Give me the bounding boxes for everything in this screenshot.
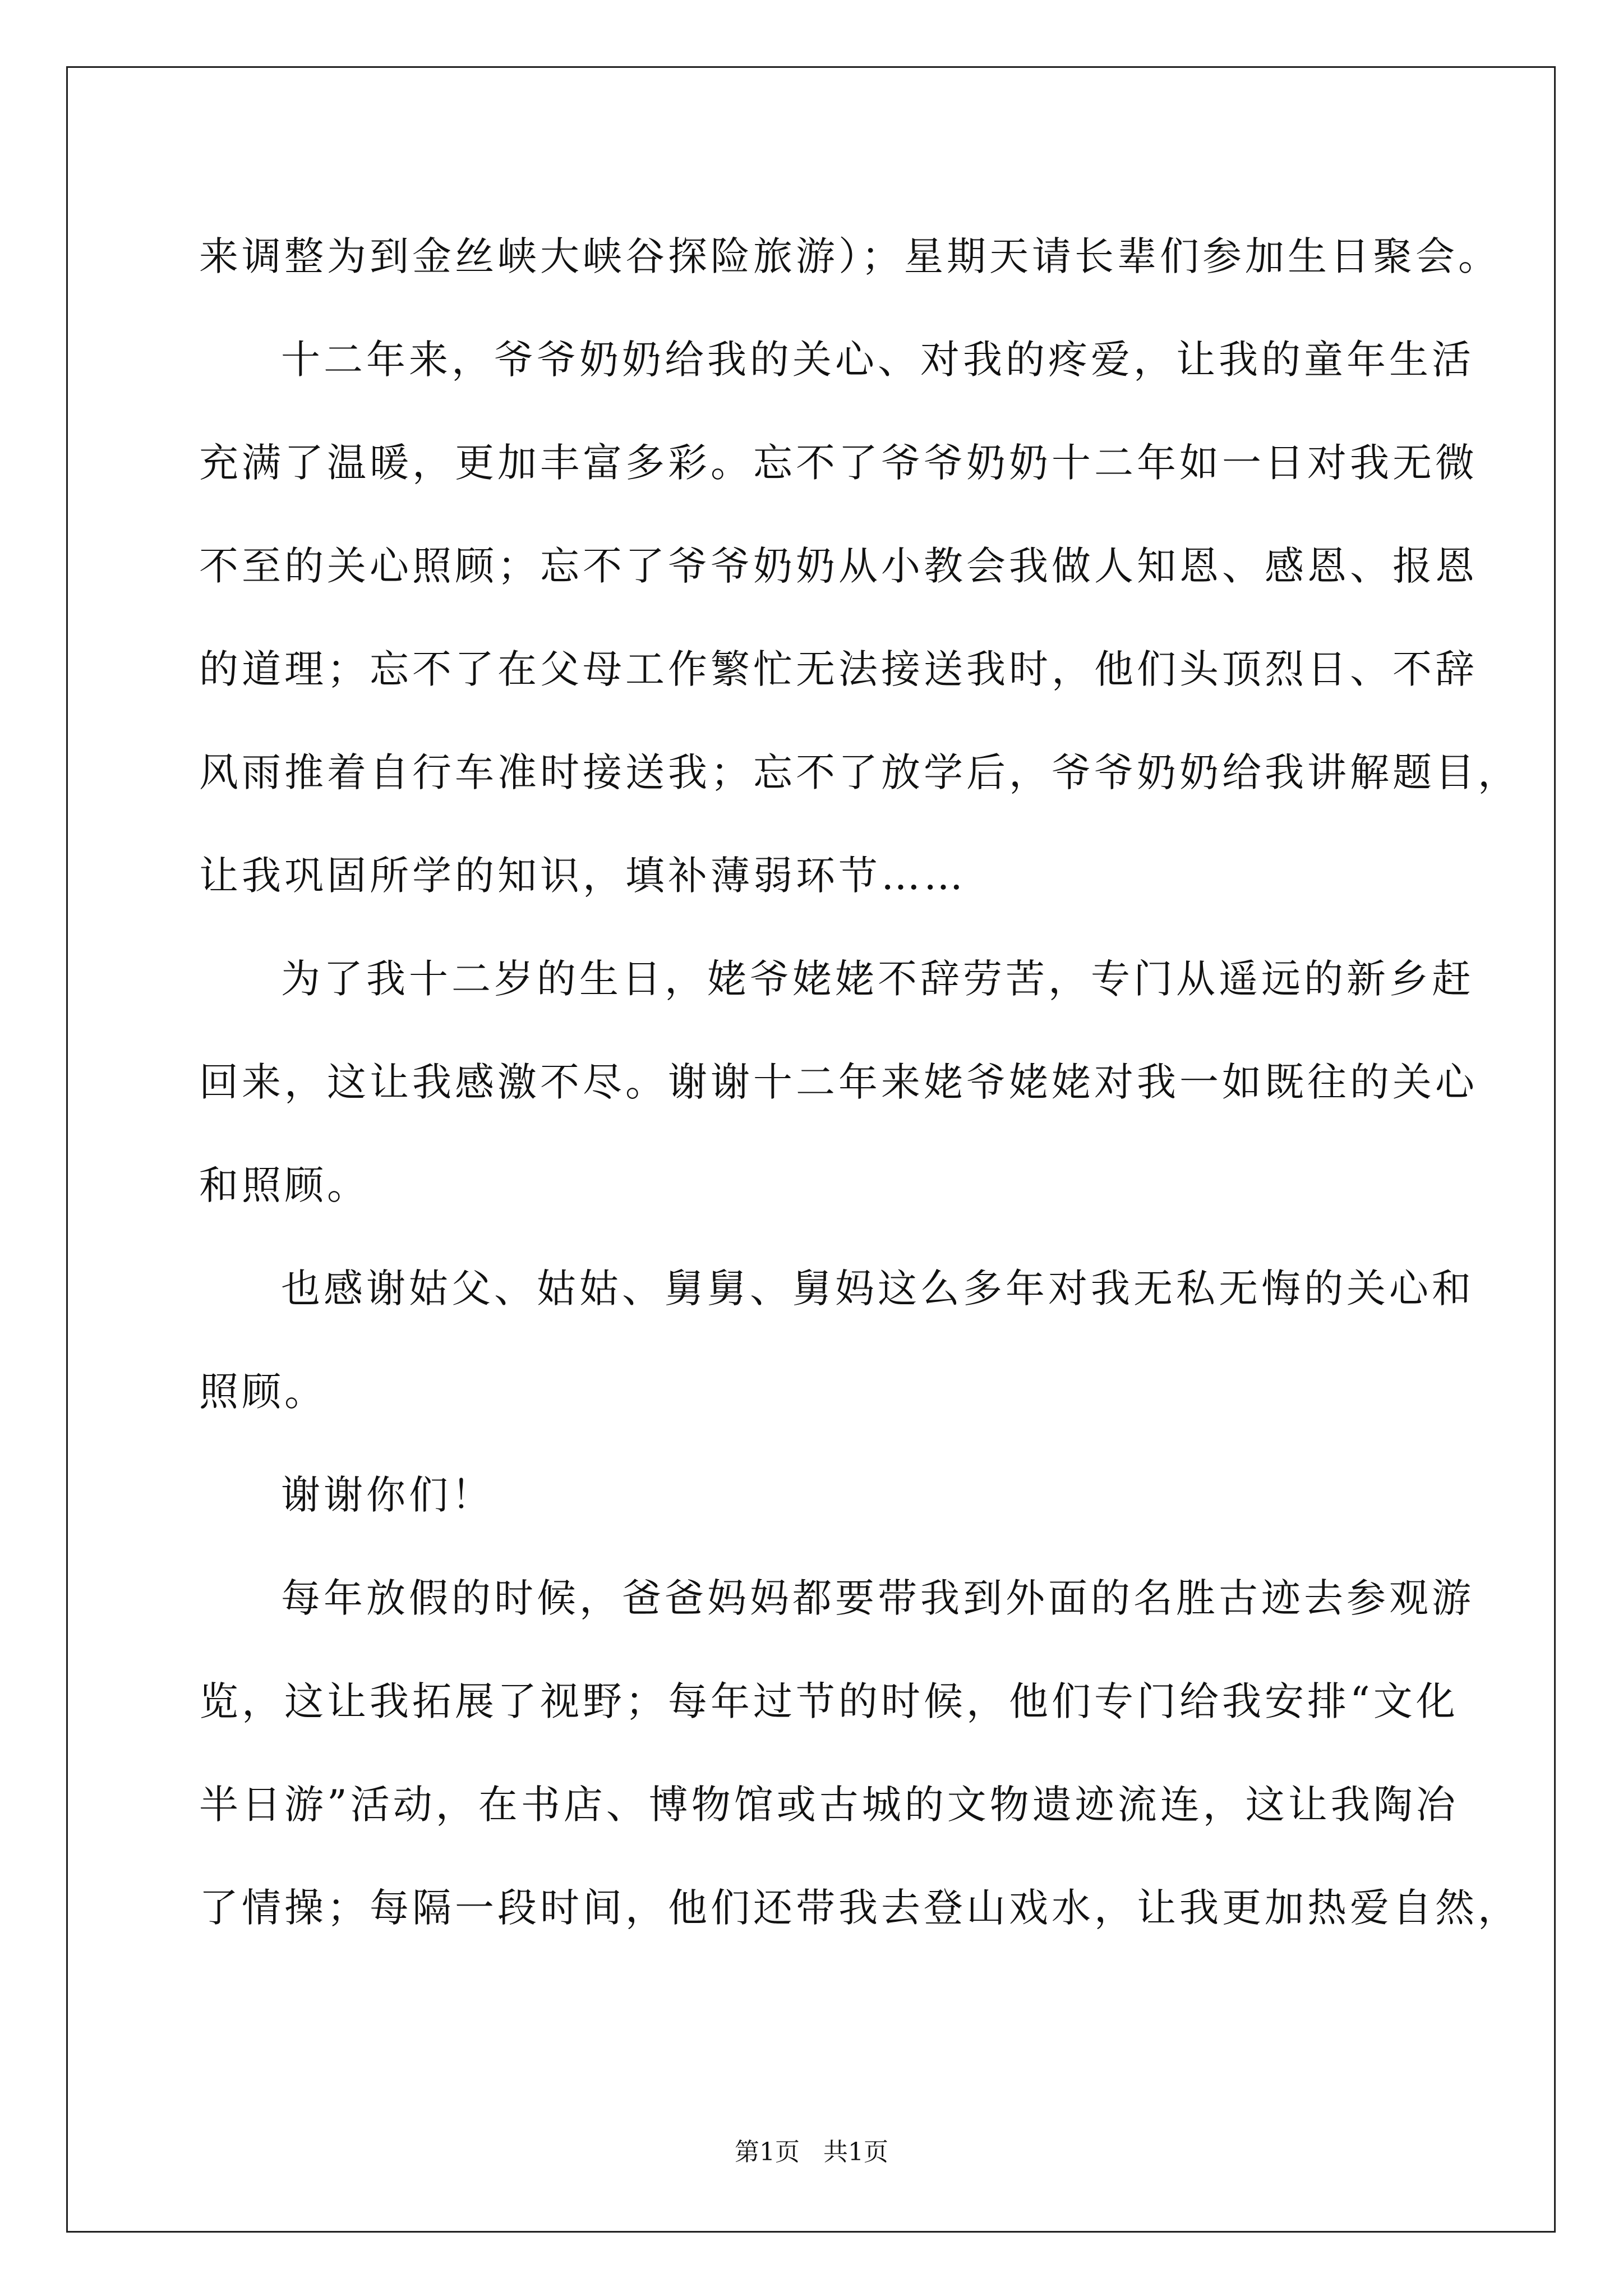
text-line: 和照顾。 xyxy=(199,1162,370,1208)
text-line: 来调整为到金丝峡大峡谷探险旅游）；星期天请长辈们参加生日聚会。 xyxy=(199,233,1501,279)
text-line: 照顾。 xyxy=(199,1369,327,1415)
text-line: 十二年来，爷爷奶奶给我的关心、对我的疼爱，让我的童年生活 xyxy=(281,337,1474,383)
text-line: 回来，这让我感激不尽。谢谢十二年来姥爷姥姥对我一如既往的关心 xyxy=(199,1059,1478,1105)
text-line: 每年放假的时候，爸爸妈妈都要带我到外面的名胜古迹去参观游 xyxy=(281,1575,1474,1621)
text-line: 的道理；忘不了在父母工作繁忙无法接送我时，他们头顶烈日、不辞 xyxy=(199,646,1478,692)
text-line: 览，这让我拓展了视野；每年过节的时候，他们专门给我安排“文化 xyxy=(199,1678,1459,1724)
text-line: 让我巩固所学的知识，填补薄弱环节…… xyxy=(199,853,966,899)
text-line: 不至的关心照顾；忘不了爷爷奶奶从小教会我做人知恩、感恩、报恩 xyxy=(199,543,1478,589)
text-line: 半日游”活动，在书店、博物馆或古城的文物遗迹流连，这让我陶冶 xyxy=(199,1782,1459,1828)
document-body xyxy=(199,205,1520,1959)
text-line: 充满了温暖，更加丰富多彩。忘不了爷爷奶奶十二年如一日对我无微 xyxy=(199,440,1478,486)
text-line: 风雨推着自行车准时接送我；忘不了放学后，爷爷奶奶给我讲解题目， xyxy=(199,749,1520,795)
text-line: 谢谢你们！ xyxy=(281,1472,494,1518)
page-footer: 第1页 共1页 xyxy=(735,2138,888,2166)
text-line: 也感谢姑父、姑姑、舅舅、舅妈这么多年对我无私无悔的关心和 xyxy=(281,1266,1474,1312)
text-line: 为了我十二岁的生日，姥爷姥姥不辞劳苦，专门从遥远的新乡赶 xyxy=(281,956,1474,1002)
text-line: 了情操；每隔一段时间，他们还带我去登山戏水，让我更加热爱自然， xyxy=(199,1885,1520,1931)
